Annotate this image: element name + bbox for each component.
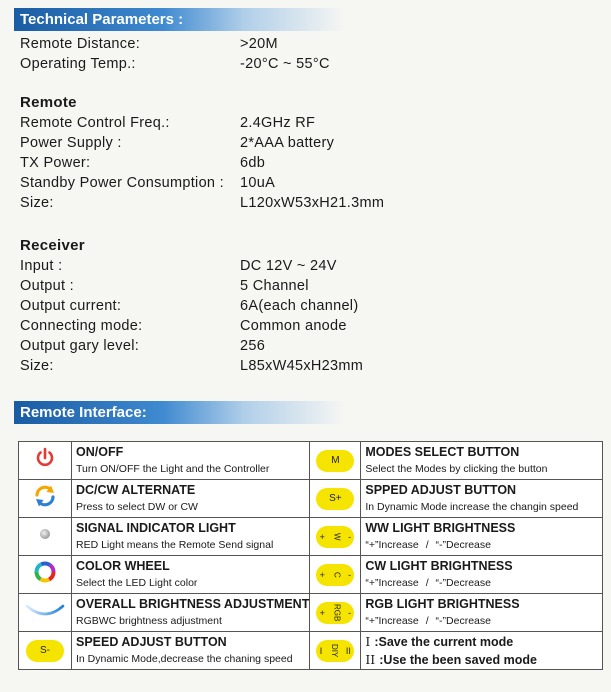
key-title: MODES SELECT BUTTON (365, 444, 520, 459)
key-title: SPPED ADJUST BUTTON (365, 482, 517, 497)
param-row: Output : 5 Channel (20, 278, 309, 294)
key-title: SPEED ADJUST BUTTON (76, 634, 227, 649)
param-row: Size: L120xW53xH21.3mm (20, 195, 385, 211)
key-desc: “+”Increase / “-”Decrease (365, 576, 491, 589)
section-header-remote-interface: Remote Interface: (14, 401, 344, 424)
table-row (19, 480, 603, 518)
remote-params (20, 92, 460, 213)
key-desc: “+”Increase / “-”Decrease (365, 614, 491, 627)
key-title: CW LIGHT BRIGHTNESS (365, 558, 513, 573)
param-row: Output current: 6A(each channel) (20, 298, 359, 314)
key-desc: Press to select DW or CW (76, 500, 198, 513)
table-row (19, 518, 603, 556)
cycle-arrows-icon (32, 483, 58, 509)
key-desc: Select the Modes by clicking the button (365, 462, 548, 475)
key-title: OVERALL BRIGHTNESS ADJUSTMENT (76, 596, 310, 611)
key-desc: In Dynamic Mode increase the changin speed (365, 500, 579, 513)
key-title: RGB LIGHT BRIGHTNESS (365, 596, 520, 611)
key-title: ON/OFF (76, 444, 124, 459)
table-row (19, 442, 603, 480)
rgb-brightness-button: + RGB - (316, 602, 354, 624)
key-title: DC/CW ALTERNATE (76, 482, 196, 497)
receiver-params (20, 235, 460, 376)
remote-heading: Remote (20, 94, 77, 111)
table-row (19, 556, 603, 594)
param-row: Size: L85xW45xH23mm (20, 358, 364, 374)
key-desc: In Dynamic Mode,decrease the chaning speed (76, 652, 293, 665)
param-row: Output gary level: 256 (20, 338, 266, 354)
receiver-heading: Receiver (20, 237, 85, 254)
speed-down-button-icon: S- (26, 640, 64, 662)
param-row: Remote Control Freq.: 2.4GHz RF (20, 115, 316, 131)
table-row (19, 632, 603, 670)
power-icon (33, 446, 57, 470)
diy-button: I DIY II (316, 640, 354, 662)
param-row: Connecting mode: Common anode (20, 318, 347, 334)
signal-led-icon (38, 527, 52, 541)
brightness-arc-icon (23, 598, 67, 622)
diy-use-line: II :Use the been saved mode (365, 651, 537, 667)
key-title: WW LIGHT BRIGHTNESS (365, 520, 516, 535)
cw-brightness-button: + C - (316, 564, 354, 586)
modes-button: M (316, 450, 354, 472)
technical-params (20, 34, 460, 74)
section-header-technical: Technical Parameters : (14, 8, 344, 31)
key-desc: RED Light means the Remote Send signal (76, 538, 274, 551)
remote-interface-table (18, 441, 603, 670)
param-row: TX Power: 6db (20, 155, 266, 171)
key-desc: Turn ON/OFF the Light and the Controller (76, 462, 270, 475)
key-title: COLOR WHEEL (76, 558, 170, 573)
ww-brightness-button: + W - (316, 526, 354, 548)
param-row: Input : DC 12V ~ 24V (20, 258, 337, 274)
table-row (19, 594, 603, 632)
diy-save-line: I :Save the current mode (365, 633, 514, 649)
param-row: Power Supply : 2*AAA battery (20, 135, 335, 151)
key-title: SIGNAL INDICATOR LIGHT (76, 520, 236, 535)
speed-up-button: S+ (316, 488, 354, 510)
param-row: Standby Power Consumption : 10uA (20, 175, 276, 191)
key-desc: Select the LED Light color (76, 576, 198, 589)
key-desc: RGBWC brightness adjustment (76, 614, 222, 627)
color-wheel-icon (33, 560, 57, 584)
key-desc: “+”Increase / “-”Decrease (365, 538, 491, 551)
param-row: Remote Distance: >20M (20, 36, 278, 52)
param-row: Operating Temp.: -20°C ~ 55°C (20, 56, 330, 72)
